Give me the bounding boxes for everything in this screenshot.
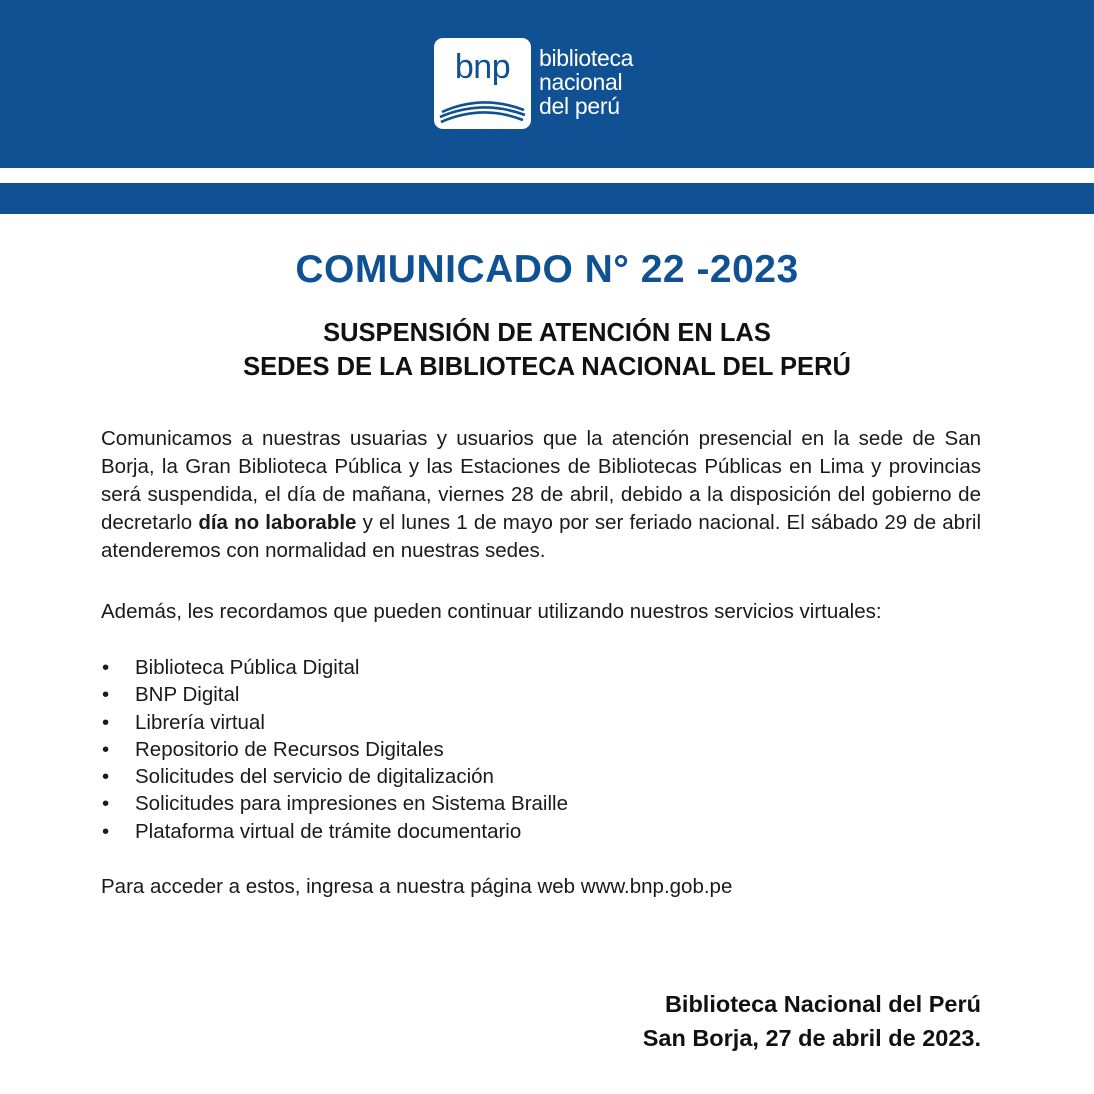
communique-body	[101, 425, 981, 901]
header-stripe	[0, 183, 1094, 214]
open-book-waves-icon	[434, 90, 531, 126]
bullet-icon: •	[102, 737, 110, 761]
service-label: BNP Digital	[135, 683, 240, 707]
service-label: Repositorio de Recursos Digitales	[135, 737, 444, 761]
website-paragraph: Para acceder a estos, ingresa a nuestra página web www.bnp.gob.pe	[101, 875, 733, 899]
signature-place-date: San Borja, 27 de abril de 2023.	[642, 1025, 981, 1051]
page-subtitle	[0, 316, 1094, 384]
intro-paragraph	[101, 425, 981, 565]
subtitle-line-2: SEDES DE LA BIBLIOTECA NACIONAL DEL PERÚ	[243, 353, 851, 381]
list-item	[101, 736, 981, 763]
service-label: Biblioteca Pública Digital	[135, 656, 360, 679]
list-item	[101, 654, 981, 681]
bullet-icon: •	[102, 765, 110, 789]
intro-text-end: y el lunes 1 de mayo por ser feriado nacional. El sábado 29 de abril atenderemos con normalidad en nuestras sedes.	[101, 511, 982, 562]
list-item	[101, 681, 981, 708]
signature-block	[643, 987, 981, 1055]
logo-line-1: biblioteca	[539, 45, 634, 71]
page-title: COMUNICADO N° 22 -2023	[295, 248, 799, 291]
subtitle-line-1: SUSPENSIÓN DE ATENCIÓN EN LAS	[323, 319, 771, 347]
bullet-icon: •	[102, 792, 110, 816]
list-item	[101, 790, 981, 817]
logo-line-2: nacional	[539, 69, 623, 95]
virtual-services-list	[101, 654, 981, 845]
service-label: Solicitudes del servicio de digitalización	[135, 765, 494, 789]
logo-box	[434, 38, 531, 129]
bullet-icon: •	[102, 683, 110, 707]
bullet-icon: •	[102, 656, 110, 679]
service-label: Solicitudes para impresiones en Sistema Braille	[135, 792, 568, 816]
intro-bold-text: día no laborable	[198, 511, 357, 534]
list-item	[101, 763, 981, 790]
list-item	[101, 818, 981, 845]
intro-text: Comunicamos a nuestras usuarias y usuarios que la atención presencial en la sede de San Borja, la Gran Biblioteca Pública y las Estaciones de Bibliotecas Públicas en Lima y provincias será suspendida, el día de mañana, viernes 28 de abril, debido a la disposición del gobierno de decretarlo	[101, 427, 981, 534]
service-label: Plataforma virtual de trámite documentario	[135, 819, 522, 843]
logo-line-3: del perú	[539, 93, 620, 119]
signature-institution: Biblioteca Nacional del Perú	[664, 991, 981, 1017]
list-item	[101, 709, 981, 736]
logo-abbr: bnp	[454, 48, 511, 86]
service-label: Librería virtual	[135, 710, 265, 734]
bullet-icon: •	[102, 710, 110, 734]
services-intro-paragraph: Además, les recordamos que pueden continuar utilizando nuestros servicios virtuales:	[101, 600, 882, 623]
bullet-icon: •	[102, 819, 110, 843]
logo-wordmark	[539, 46, 633, 118]
bnp-logo	[434, 38, 633, 130]
